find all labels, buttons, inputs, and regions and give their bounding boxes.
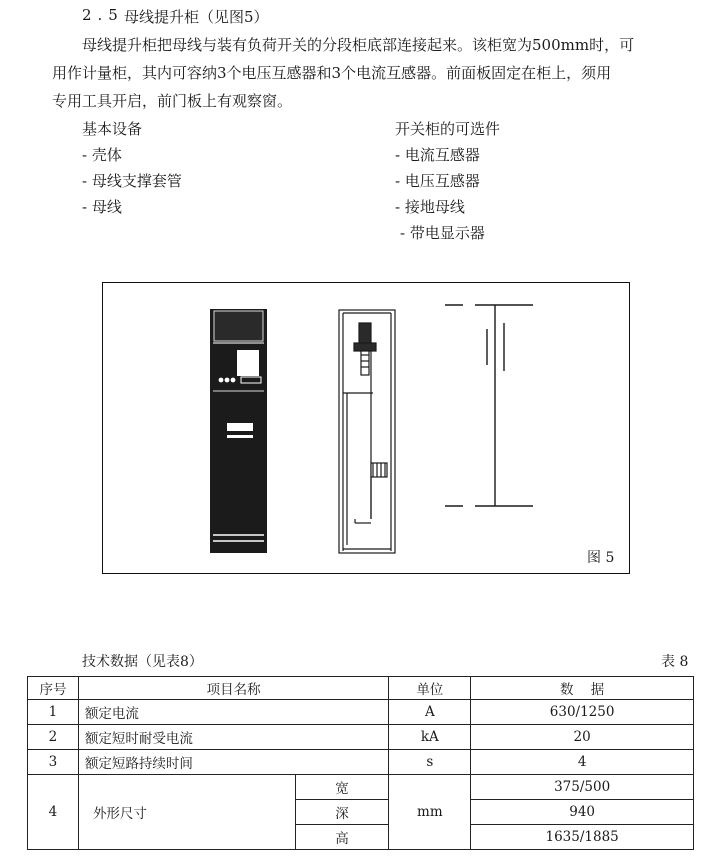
cabinet-front-view <box>210 309 267 553</box>
cabinet-side-view <box>339 310 395 553</box>
basic-equipment-item: - 母线支撑套管 <box>82 172 182 190</box>
row-unit: mm <box>389 775 471 850</box>
figure-frame <box>102 282 630 574</box>
section-number: 2.5 <box>82 6 124 24</box>
header-item: 项目名称 <box>78 677 388 700</box>
options-item: - 带电显示器 <box>400 224 485 242</box>
paragraph-line-2: 用作计量柜，其内可容纳3个电压互感器和3个电流互感器。前面板固定在柜上，须用 <box>52 64 612 82</box>
row-item: 额定电流 <box>78 700 388 725</box>
single-line-schematic <box>445 305 533 506</box>
options-heading: 开关柜的可选件 <box>395 120 501 138</box>
table-row <box>28 725 694 750</box>
options-item: - 电压互感器 <box>395 172 480 190</box>
row-no: 1 <box>28 700 79 725</box>
options-item: - 电流互感器 <box>395 146 480 164</box>
table-row <box>28 700 694 725</box>
basic-equipment-item: - 母线 <box>82 198 122 216</box>
row-value: 4 <box>471 750 694 775</box>
table-label: 表 8 <box>661 654 689 670</box>
spec-table <box>27 676 694 850</box>
row-item: 额定短时耐受电流 <box>78 725 388 750</box>
table-row <box>28 750 694 775</box>
section-title: 母线提升柜（见图5） <box>124 8 269 26</box>
row-no: 2 <box>28 725 79 750</box>
row-unit: A <box>389 700 471 725</box>
dim-label: 深 <box>295 800 389 825</box>
figure-caption: 图 5 <box>587 550 615 566</box>
options-item: - 接地母线 <box>395 198 465 216</box>
row-unit: s <box>389 750 471 775</box>
row-no: 3 <box>28 750 79 775</box>
row-item: 额定短路持续时间 <box>78 750 388 775</box>
dim-value: 375/500 <box>471 775 694 800</box>
row-item: 外形尺寸 <box>78 775 295 850</box>
row-unit: kA <box>389 725 471 750</box>
table-row <box>28 775 694 800</box>
row-value: 20 <box>471 725 694 750</box>
paragraph-line-3: 专用工具开启，前门板上有观察窗。 <box>52 92 293 110</box>
row-value: 630/1250 <box>471 700 694 725</box>
header-no: 序号 <box>28 677 79 700</box>
basic-equipment-item: - 壳体 <box>82 146 122 164</box>
figure-drawing <box>103 283 631 575</box>
dim-value: 1635/1885 <box>471 825 694 850</box>
row-no: 4 <box>28 775 79 850</box>
table-caption: 技术数据（见表8） <box>82 654 203 670</box>
dim-value: 940 <box>471 800 694 825</box>
dim-label: 宽 <box>295 775 389 800</box>
header-unit: 单位 <box>389 677 471 700</box>
dim-label: 高 <box>295 825 389 850</box>
table-header-row <box>28 677 694 700</box>
header-data: 数 据 <box>471 677 694 700</box>
basic-equipment-heading: 基本设备 <box>82 120 143 138</box>
paragraph-line-1: 母线提升柜把母线与装有负荷开关的分段柜底部连接起来。该柜宽为500mm时，可 <box>82 36 635 54</box>
